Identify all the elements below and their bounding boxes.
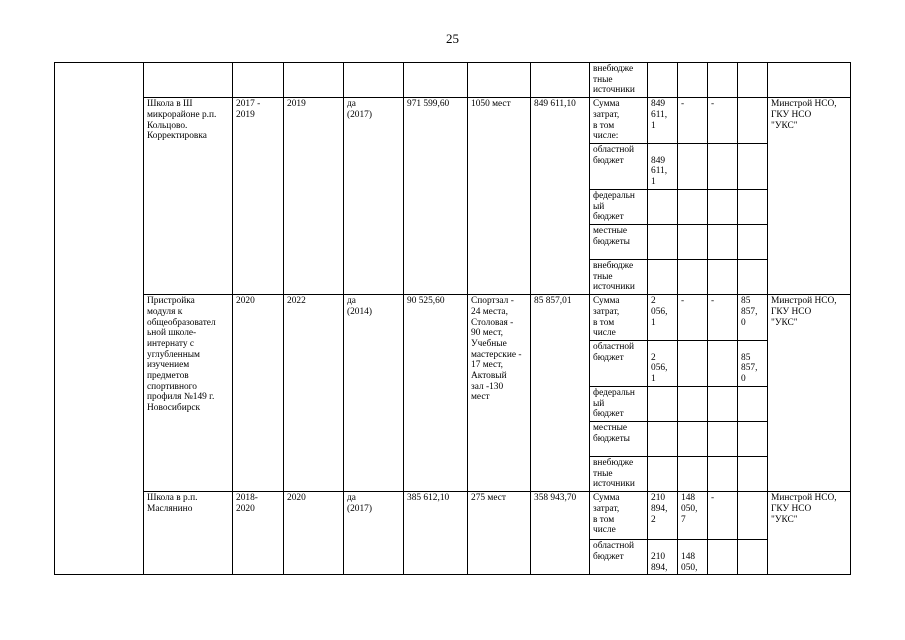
table-row bbox=[55, 492, 851, 540]
table-row bbox=[55, 295, 851, 341]
capacity-cell: 275 мест bbox=[468, 492, 531, 575]
cost-cell: 971 599,60 bbox=[404, 98, 468, 295]
funding-type-cell: местные бюджеты bbox=[590, 422, 648, 457]
empty-cell bbox=[344, 63, 404, 98]
value-cell bbox=[648, 457, 678, 492]
value-cell bbox=[738, 260, 768, 295]
value-cell bbox=[678, 457, 708, 492]
value-cell bbox=[678, 189, 708, 224]
remaining-cost-cell: 849 611,10 bbox=[531, 98, 590, 295]
funding-type-cell: внебюдже тные источники bbox=[590, 457, 648, 492]
value-cell bbox=[678, 422, 708, 457]
value-cell: 148 050, bbox=[678, 540, 708, 575]
value-cell bbox=[708, 422, 738, 457]
value-cell bbox=[678, 386, 708, 421]
value-cell bbox=[738, 386, 768, 421]
value-cell bbox=[678, 225, 708, 260]
value-cell bbox=[708, 340, 738, 386]
empty-cell bbox=[404, 63, 468, 98]
empty-cell bbox=[768, 63, 851, 98]
value-cell: - bbox=[678, 295, 708, 341]
project-doc-cell: да (2014) bbox=[344, 295, 404, 492]
value-cell: 210 894, 2 bbox=[648, 492, 678, 540]
empty-cell bbox=[468, 63, 531, 98]
start-year-cell: 2018- 2020 bbox=[233, 492, 284, 575]
value-cell bbox=[708, 386, 738, 421]
empty-cell bbox=[531, 63, 590, 98]
value-cell bbox=[648, 422, 678, 457]
funding-type-cell: Сумма затрат, в том числе bbox=[590, 492, 648, 540]
value-cell bbox=[678, 260, 708, 295]
funding-type-cell: Сумма затрат, в том числе: bbox=[590, 98, 648, 144]
customer-cell: Минстрой НСО, ГКУ НСО "УКС" bbox=[768, 98, 851, 295]
value-cell bbox=[648, 225, 678, 260]
value-cell bbox=[708, 457, 738, 492]
remaining-cost-cell: 85 857,01 bbox=[531, 295, 590, 492]
investment-table bbox=[54, 62, 851, 575]
cost-cell: 385 612,10 bbox=[404, 492, 468, 575]
project-doc-cell: да (2017) bbox=[344, 492, 404, 575]
end-year-cell: 2020 bbox=[284, 492, 344, 575]
value-cell bbox=[738, 63, 768, 98]
value-cell bbox=[738, 422, 768, 457]
project-doc-cell: да (2017) bbox=[344, 98, 404, 295]
end-year-cell: 2022 bbox=[284, 295, 344, 492]
value-cell: 210 894, bbox=[648, 540, 678, 575]
value-cell bbox=[738, 492, 768, 540]
capacity-cell: Спортзал - 24 места, Столовая - 90 мест, Учебные мастерские - 17 мест, Актовый зал -130 мест bbox=[468, 295, 531, 492]
value-cell bbox=[708, 225, 738, 260]
value-cell bbox=[708, 143, 738, 189]
value-cell bbox=[678, 63, 708, 98]
value-cell bbox=[648, 386, 678, 421]
value-cell bbox=[738, 457, 768, 492]
value-cell bbox=[738, 143, 768, 189]
funding-type-cell: областной бюджет bbox=[590, 340, 648, 386]
funding-type-cell: федеральн ый бюджет bbox=[590, 189, 648, 224]
object-name-cell: Пристройка модуля к общеобразовател ьной школе- интернату с углубленным изучением предметов спортивного профиля №149 г. Новосибирск bbox=[144, 295, 233, 492]
customer-cell: Минстрой НСО, ГКУ НСО "УКС" bbox=[768, 492, 851, 575]
value-cell bbox=[678, 340, 708, 386]
table-row bbox=[55, 98, 851, 144]
funding-type-cell: внебюдже тные источники bbox=[590, 260, 648, 295]
value-cell bbox=[648, 63, 678, 98]
empty-cell bbox=[144, 63, 233, 98]
value-cell bbox=[678, 143, 708, 189]
remaining-cost-cell: 358 943,70 bbox=[531, 492, 590, 575]
value-cell bbox=[738, 225, 768, 260]
customer-cell: Минстрой НСО, ГКУ НСО "УКС" bbox=[768, 295, 851, 492]
value-cell: 2 056, 1 bbox=[648, 295, 678, 341]
funding-type-cell: местные бюджеты bbox=[590, 225, 648, 260]
empty-cell bbox=[233, 63, 284, 98]
outer-spacer-cell bbox=[55, 63, 144, 575]
value-cell bbox=[738, 98, 768, 144]
value-cell bbox=[648, 260, 678, 295]
value-cell bbox=[738, 540, 768, 575]
value-cell: - bbox=[708, 492, 738, 540]
value-cell: 2 056, 1 bbox=[648, 340, 678, 386]
object-name-cell: Школа в р.п. Маслянино bbox=[144, 492, 233, 575]
value-cell bbox=[708, 260, 738, 295]
funding-type-cell: областной бюджет bbox=[590, 143, 648, 189]
funding-type-cell: внебюдже тные источники bbox=[590, 63, 648, 98]
start-year-cell: 2017 - 2019 bbox=[233, 98, 284, 295]
cost-cell: 90 525,60 bbox=[404, 295, 468, 492]
funding-type-cell: областной бюджет bbox=[590, 540, 648, 575]
value-cell: 148 050, 7 bbox=[678, 492, 708, 540]
value-cell bbox=[708, 189, 738, 224]
funding-type-cell: федеральн ый бюджет bbox=[590, 386, 648, 421]
start-year-cell: 2020 bbox=[233, 295, 284, 492]
value-cell: 849 611, 1 bbox=[648, 98, 678, 144]
empty-cell bbox=[284, 63, 344, 98]
value-cell: 85 857, 0 bbox=[738, 295, 768, 341]
page-number: 25 bbox=[446, 31, 459, 46]
funding-type-cell: Сумма затрат, в том числе bbox=[590, 295, 648, 341]
value-cell: 85 857, 0 bbox=[738, 340, 768, 386]
value-cell: - bbox=[678, 98, 708, 144]
value-cell bbox=[708, 63, 738, 98]
value-cell bbox=[648, 189, 678, 224]
end-year-cell: 2019 bbox=[284, 98, 344, 295]
value-cell: - bbox=[708, 98, 738, 144]
table-row bbox=[55, 63, 851, 98]
value-cell: - bbox=[708, 295, 738, 341]
value-cell bbox=[738, 189, 768, 224]
object-name-cell: Школа в Ш микрорайоне р.п. Кольцово. Корректировка bbox=[144, 98, 233, 295]
value-cell bbox=[708, 540, 738, 575]
capacity-cell: 1050 мест bbox=[468, 98, 531, 295]
value-cell: 849 611, 1 bbox=[648, 143, 678, 189]
